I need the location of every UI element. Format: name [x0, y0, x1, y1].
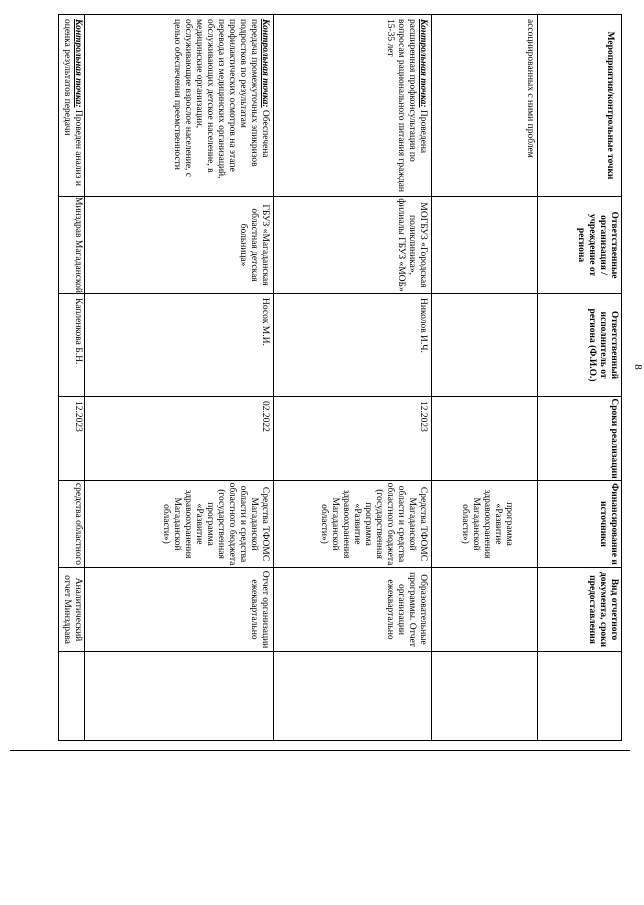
- table-row-1-org: МОГБУЗ «Городская поликлиника», филиалы ГБУЗ «МОБ»: [396, 198, 428, 292]
- table-row-0-measure: ассоциированных с ними проблем: [525, 19, 535, 158]
- table-row-3-measure: Контрольная точка: Проведен анализ и оценка результатов передачи: [62, 19, 83, 186]
- table-row-1-term: 12.2023: [418, 401, 428, 432]
- table-row-3-org: Минздрав Магаданской: [73, 197, 83, 293]
- table-row-2-term: 02.2022: [260, 401, 270, 432]
- table-row-3-term: 12.2023: [73, 401, 83, 432]
- table-row-2-measure: Контрольная точка: Обеспечена передача промежуточных эпикризов подростков по результатам профилактических осмотров на этапе перевода из медицинских организаций, обслуживающих детское население, в медицинские организации, обслуживающие взрослое население, с целью обеспечения преемственности: [172, 19, 270, 179]
- header-report: Вид отчетного документа, сроки предоставления: [587, 571, 619, 648]
- control-point-label: Контрольная точка:: [260, 19, 270, 108]
- header-measures: Мероприятия/контрольные точки: [605, 31, 615, 180]
- table-row-0-finance: программа «Развитие здравоохранения Магаданской области»): [460, 489, 514, 559]
- table-row-2-report: Отчет организации ежеквартально: [249, 570, 270, 649]
- table-row-3-finance: средства областного: [73, 482, 83, 566]
- header-responsible-person: Ответственный исполнитель от региона (Ф.И.О.): [587, 308, 619, 382]
- header-responsible-org: Ответственные организация / учреждение от региона: [576, 211, 619, 279]
- table-row-2-org: ГБУЗ «Магаданская областная детская больница»: [238, 204, 270, 286]
- table-row-1-finance: Средства ТФОМС Магаданской области и средства областного бюджета (государственная программа «Развитие здравоохранения Магаданской области»): [319, 482, 428, 566]
- control-point-label: Контрольная точка:: [418, 19, 428, 108]
- page-number: 8: [632, 364, 644, 370]
- table-row-1-measure: Контрольная точка: Проведена расширенная профконсультация по вопросам рационального питания граждан 15-35 лет: [385, 19, 428, 193]
- table-row-2-person: Носок М.И.: [260, 298, 270, 346]
- horizontal-rule: [10, 750, 630, 751]
- table-row-3-report: Аналитический отчет Минздрава: [62, 575, 83, 644]
- table-row-1-person: Николов И.Ч.: [418, 298, 428, 353]
- table-row-2-finance: Средства ТФОМС Магаданской области и средства областного бюджета (государственная программа «Развитие здравоохранения Магаданской области»): [161, 482, 270, 566]
- table-row-1-report: Образовательные программы. Отчет организации ежеквартально: [385, 572, 428, 647]
- table: [58, 14, 622, 741]
- header-financing: Финансирование и источники: [598, 483, 619, 565]
- table-row-3-person: Капленкова Б.Н.: [73, 298, 83, 365]
- header-terms: Сроки реализации: [609, 398, 619, 479]
- rotated-page: [58, 14, 644, 741]
- control-point-label: Контрольная точка:: [73, 19, 83, 108]
